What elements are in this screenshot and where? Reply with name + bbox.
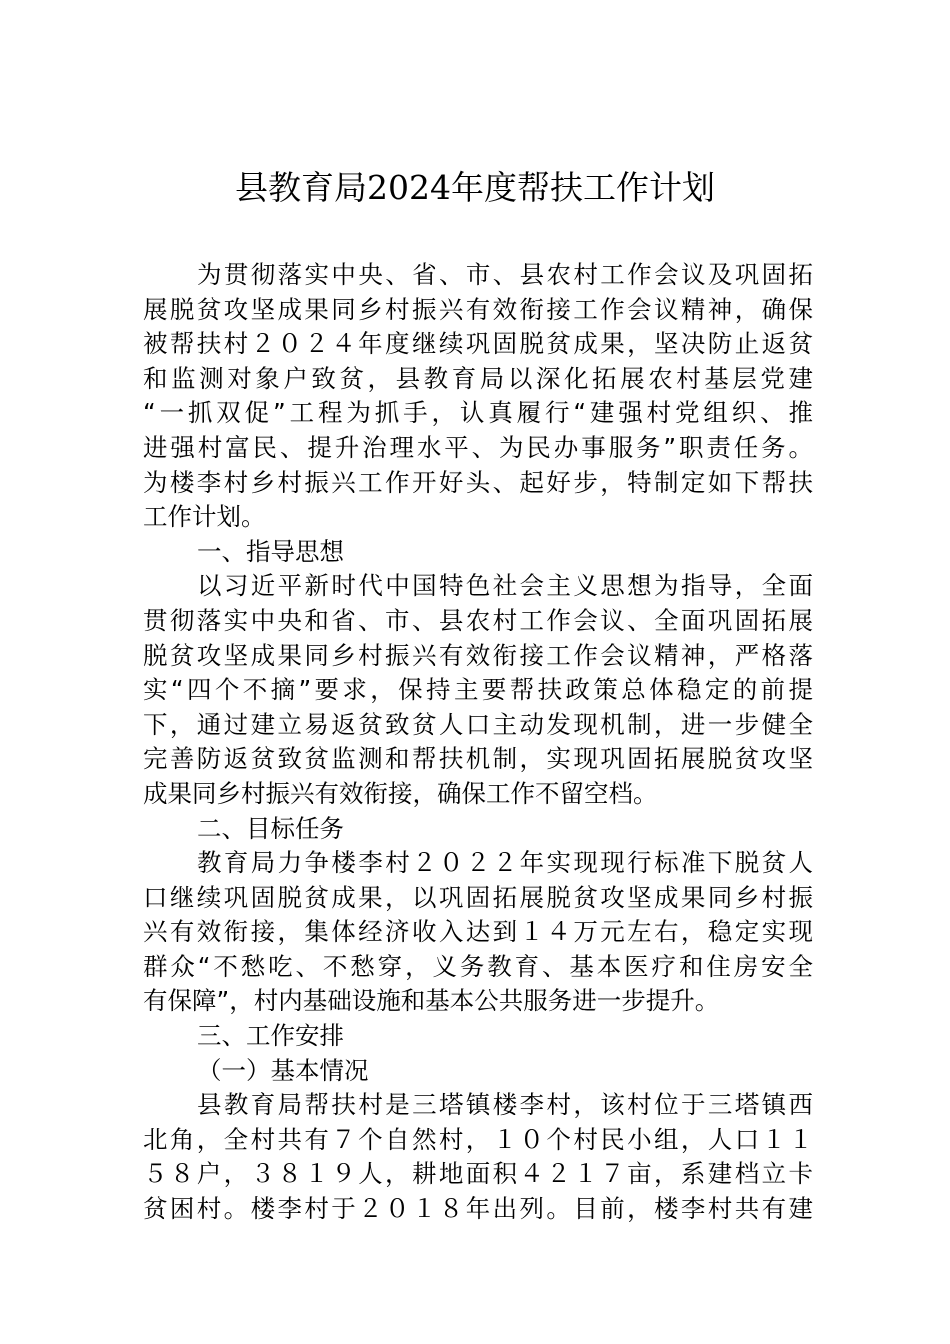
paragraph-first-line: 一、指导思想 <box>197 536 344 566</box>
paragraph-first-line: 三、工作安排 <box>197 1021 344 1051</box>
paragraph-first-line: （一）基本情况 <box>197 1055 369 1085</box>
document-body <box>143 258 813 1227</box>
paragraph-first-line: 县教育局帮扶村是三塔镇楼李村，该村位于三塔镇西 <box>197 1090 813 1120</box>
paragraph-first-line: 为贯彻落实中央、省、市、县农村工作会议及巩固拓 <box>197 260 813 289</box>
paragraph-line: 群众“不愁吃、不愁穿，义务教育、基本医疗和住房安全 <box>143 951 813 981</box>
paragraph-line: 口继续巩固脱贫成果，以巩固拓展脱贫攻坚成果同乡村振 <box>143 882 813 912</box>
paragraph-line: 和监测对象户致贫，县教育局以深化拓展农村基层党建 <box>143 363 813 393</box>
paragraph-line: ５８户，３８１９人，耕地面积４２１７亩，系建档立卡 <box>143 1159 813 1189</box>
paragraph-line: 被帮扶村２０２４年度继续巩固脱贫成果，坚决防止返贫 <box>143 329 813 359</box>
paragraph-line: 为楼李村乡村振兴工作开好头、起好步，特制定如下帮扶 <box>143 467 813 497</box>
paragraph-line: 完善防返贫致贫监测和帮扶机制，实现巩固拓展脱贫攻坚 <box>143 744 813 774</box>
paragraph-line: 展脱贫攻坚成果同乡村振兴有效衔接工作会议精神，确保 <box>143 294 813 324</box>
paragraph-line: 有保障”，村内基础设施和基本公共服务进一步提升。 <box>143 986 720 1016</box>
paragraph-first-line: 二、目标任务 <box>197 813 344 843</box>
paragraph-first-line: 教育局力争楼李村２０２２年实现现行标准下脱贫人 <box>197 848 813 878</box>
paragraph-line: 实“四个不摘”要求，保持主要帮扶政策总体稳定的前提 <box>143 675 813 705</box>
paragraph-line: 下，通过建立易返贫致贫人口主动发现机制，进一步健全 <box>143 709 813 739</box>
paragraph-line: 工作计划。 <box>143 502 266 532</box>
paragraph-line: 贯彻落实中央和省、市、县农村工作会议、全面巩固拓展 <box>143 605 813 635</box>
paragraph-line: 贫困村。楼李村于２０１８年出列。目前，楼李村共有建 <box>143 1194 813 1224</box>
paragraph-line: “一抓双促”工程为抓手，认真履行“建强村党组织、推 <box>143 398 813 428</box>
paragraph-line: 进强村富民、提升治理水平、为民办事服务”职责任务。 <box>143 432 813 462</box>
paragraph-first-line: 以习近平新时代中国特色社会主义思想为指导，全面 <box>197 571 813 601</box>
paragraph-line: 脱贫攻坚成果同乡村振兴有效衔接工作会议精神，严格落 <box>143 640 813 670</box>
paragraph-line: 北角，全村共有７个自然村，１０个村民小组，人口１１ <box>143 1124 813 1154</box>
paragraph-line: 兴有效衔接，集体经济收入达到１４万元左右，稳定实现 <box>143 917 813 947</box>
document-title: 县教育局2024年度帮扶工作计划 <box>235 168 715 207</box>
paragraph-line: 成果同乡村振兴有效衔接，确保工作不留空档。 <box>143 778 658 808</box>
